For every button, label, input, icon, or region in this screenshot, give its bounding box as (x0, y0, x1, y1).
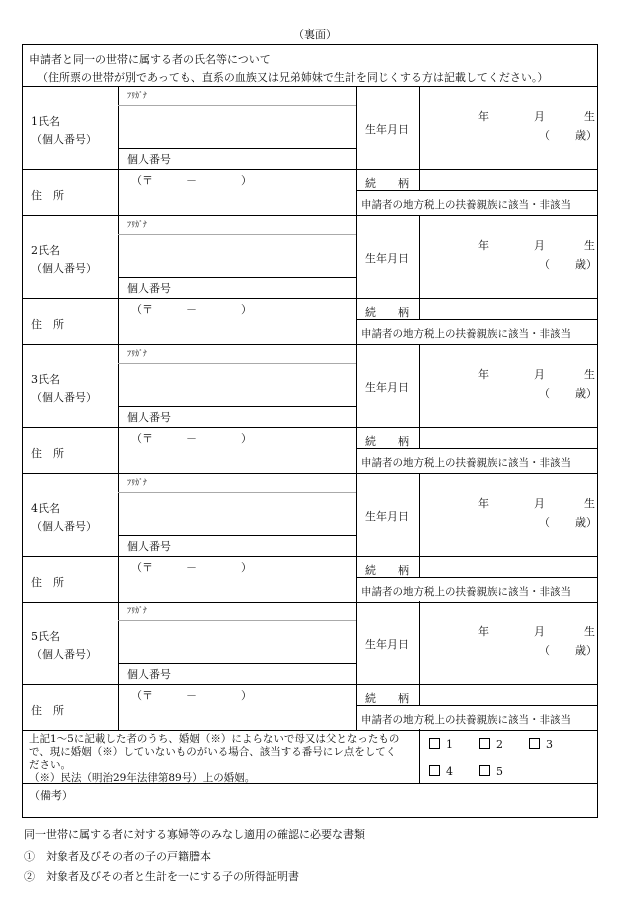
note-line2: で、現に婚姻（※）していないものがいる場合、該当する番号にレ点をしてく (29, 746, 397, 758)
person-1-age-open: （ (539, 129, 550, 142)
person-2-furigana-label: ﾌﾘｶﾞﾅ (127, 220, 147, 229)
person-1-birthdate-field[interactable] (420, 86, 597, 168)
person-1-month-label: 月 (534, 110, 545, 123)
person-2-dependent-label[interactable]: 申請者の地方税上の扶養親族に該当・非該当 (361, 328, 571, 340)
footer-item-2: ② 対象者及びその者と生計を一にする子の所得証明書 (24, 870, 299, 883)
single-parent-note-text (29, 733, 415, 785)
person-3-dependent-label[interactable]: 申請者の地方税上の扶養親族に該当・非該当 (361, 457, 571, 469)
person-2-id-label: （個人番号） (31, 262, 97, 275)
person-1-address-field[interactable] (119, 170, 355, 214)
person-2-address-label: 住 所 (31, 318, 64, 331)
person-4-name-label: 4氏名 (31, 502, 60, 515)
person-2-month-label: 月 (534, 239, 545, 252)
person-4-birthdate-label: 生年月日 (365, 510, 409, 523)
person-5-year-label: 年 (478, 625, 489, 638)
person-2-relation-field[interactable] (420, 299, 597, 319)
person-1-dependent-label[interactable]: 申請者の地方税上の扶養親族に該当・非該当 (361, 199, 571, 211)
single-parent-note-section (23, 729, 597, 784)
person-1-year-label: 年 (478, 110, 489, 123)
person-3-furigana-label: ﾌﾘｶﾞﾅ (127, 349, 147, 358)
person-3-year-label: 年 (478, 368, 489, 381)
person-3-name-field[interactable] (119, 365, 355, 405)
intro-line1: 申請者と同一の世帯に属する者の氏名等について (29, 53, 271, 66)
person-3-id-label: （個人番号） (31, 391, 97, 404)
person-5-born-label: 生 (584, 625, 595, 638)
checkbox-3-box[interactable] (529, 738, 540, 749)
person-5-address-label: 住 所 (31, 704, 64, 717)
person-2-year-label: 年 (478, 239, 489, 252)
person-block-1 (23, 86, 597, 216)
checkbox-4-label: 4 (446, 765, 453, 778)
checkbox-2-label: 2 (496, 738, 503, 751)
checkbox-4[interactable] (429, 765, 453, 778)
person-1-relation-label: 続 柄 (365, 177, 409, 190)
person-1-furigana-label: ﾌﾘｶﾞﾅ (127, 91, 147, 100)
person-4-month-label: 月 (534, 497, 545, 510)
person-4-id-label: （個人番号） (31, 520, 97, 533)
checkbox-5[interactable] (479, 765, 503, 778)
person-3-age-label: 歳） (575, 387, 597, 400)
person-1-id-label: （個人番号） (31, 133, 97, 146)
person-3-born-label: 生 (584, 368, 595, 381)
person-2-postal-label: （〒 － ） (131, 303, 252, 316)
note-line4: （※）民法（明治29年法律第89号）上の婚姻。 (29, 772, 256, 784)
person-1-relation-field[interactable] (420, 170, 597, 190)
person-1-mynumber-label: 個人番号 (127, 153, 171, 166)
footer-title: 同一世帯に属する者に対する寡婦等のみなし適用の確認に必要な書類 (24, 828, 365, 841)
person-1-name-field[interactable] (119, 107, 355, 147)
person-5-id-label: （個人番号） (31, 648, 97, 661)
person-4-relation-label: 続 柄 (365, 564, 409, 577)
person-block-5 (23, 601, 597, 731)
person-3-mynumber-label: 個人番号 (127, 411, 171, 424)
checkbox-2-box[interactable] (479, 738, 490, 749)
person-1-name-label: 1氏名 (31, 115, 60, 128)
person-2-address-field[interactable] (119, 299, 355, 343)
person-5-postal-label: （〒 － ） (131, 689, 252, 702)
person-5-relation-field[interactable] (420, 685, 597, 705)
person-5-mynumber-label: 個人番号 (127, 668, 171, 681)
person-2-name-label: 2氏名 (31, 244, 60, 257)
person-2-mynumber-label: 個人番号 (127, 282, 171, 295)
person-block-3 (23, 344, 597, 474)
person-3-relation-field[interactable] (420, 428, 597, 448)
form-frame (22, 44, 598, 818)
person-4-age-label: 歳） (575, 516, 597, 529)
person-5-relation-label: 続 柄 (365, 692, 409, 705)
person-block-2 (23, 215, 597, 345)
person-4-name-field[interactable] (119, 494, 355, 534)
person-4-year-label: 年 (478, 497, 489, 510)
person-5-birthdate-field[interactable] (420, 601, 597, 683)
checkbox-3-label: 3 (546, 738, 553, 751)
footer-item-1: ① 対象者及びその者の子の戸籍謄本 (24, 850, 211, 863)
checkbox-1-label: 1 (446, 738, 453, 751)
person-4-age-open: （ (539, 516, 550, 529)
person-5-birthdate-label: 生年月日 (365, 638, 409, 651)
remarks-label: （備考） (29, 789, 73, 802)
checkbox-1-box[interactable] (429, 738, 440, 749)
person-3-birthdate-label: 生年月日 (365, 381, 409, 394)
person-3-age-open: （ (539, 387, 550, 400)
note-line1: 上記1～5に記載した者のうち、婚姻（※）によらないで母又は父となったもの (29, 733, 400, 745)
person-3-relation-label: 続 柄 (365, 435, 409, 448)
person-1-born-label: 生 (584, 110, 595, 123)
note-line3: ださい。 (29, 759, 71, 771)
person-2-born-label: 生 (584, 239, 595, 252)
person-1-address-label: 住 所 (31, 189, 64, 202)
person-3-address-label: 住 所 (31, 447, 64, 460)
intro-line2: （住所票の世帯が別であっても、直系の血族又は兄弟姉妹で生計を同じくする方は記載してください。） (37, 71, 549, 84)
checkbox-3[interactable] (529, 738, 553, 751)
page-header: （裏面） (293, 28, 337, 41)
person-5-age-label: 歳） (575, 644, 597, 657)
checkbox-1[interactable] (429, 738, 453, 751)
checkbox-2[interactable] (479, 738, 503, 751)
person-5-name-label: 5氏名 (31, 630, 60, 643)
person-4-furigana-label: ﾌﾘｶﾞﾅ (127, 478, 147, 487)
person-2-birthdate-field[interactable] (420, 215, 597, 297)
person-2-relation-label: 続 柄 (365, 306, 409, 319)
person-3-month-label: 月 (534, 368, 545, 381)
person-4-born-label: 生 (584, 497, 595, 510)
person-2-name-field[interactable] (119, 236, 355, 276)
person-3-postal-label: （〒 － ） (131, 432, 252, 445)
intro-section (23, 45, 597, 87)
person-4-birthdate-field[interactable] (420, 473, 597, 555)
person-1-age-label: 歳） (575, 129, 597, 142)
person-4-postal-label: （〒 － ） (131, 561, 252, 574)
checkbox-4-box[interactable] (429, 765, 440, 776)
person-4-relation-field[interactable] (420, 557, 597, 577)
person-5-name-field[interactable] (119, 622, 355, 662)
person-5-month-label: 月 (534, 625, 545, 638)
person-3-address-field[interactable] (119, 428, 355, 472)
person-3-birthdate-field[interactable] (420, 344, 597, 426)
person-2-birthdate-label: 生年月日 (365, 252, 409, 265)
person-block-4 (23, 473, 597, 603)
person-2-age-label: 歳） (575, 258, 597, 271)
person-4-address-field[interactable] (119, 557, 355, 601)
person-4-address-label: 住 所 (31, 576, 64, 589)
person-4-mynumber-label: 個人番号 (127, 540, 171, 553)
person-1-birthdate-label: 生年月日 (365, 123, 409, 136)
checkbox-5-box[interactable] (479, 765, 490, 776)
person-1-postal-label: （〒 － ） (131, 174, 252, 187)
person-4-dependent-label[interactable]: 申請者の地方税上の扶養親族に該当・非該当 (361, 586, 571, 598)
person-3-name-label: 3氏名 (31, 373, 60, 386)
person-2-age-open: （ (539, 258, 550, 271)
person-5-furigana-label: ﾌﾘｶﾞﾅ (127, 606, 147, 615)
person-5-dependent-label[interactable]: 申請者の地方税上の扶養親族に該当・非該当 (361, 714, 571, 726)
person-5-address-field[interactable] (119, 685, 355, 729)
checkbox-5-label: 5 (496, 765, 503, 778)
person-5-age-open: （ (539, 644, 550, 657)
